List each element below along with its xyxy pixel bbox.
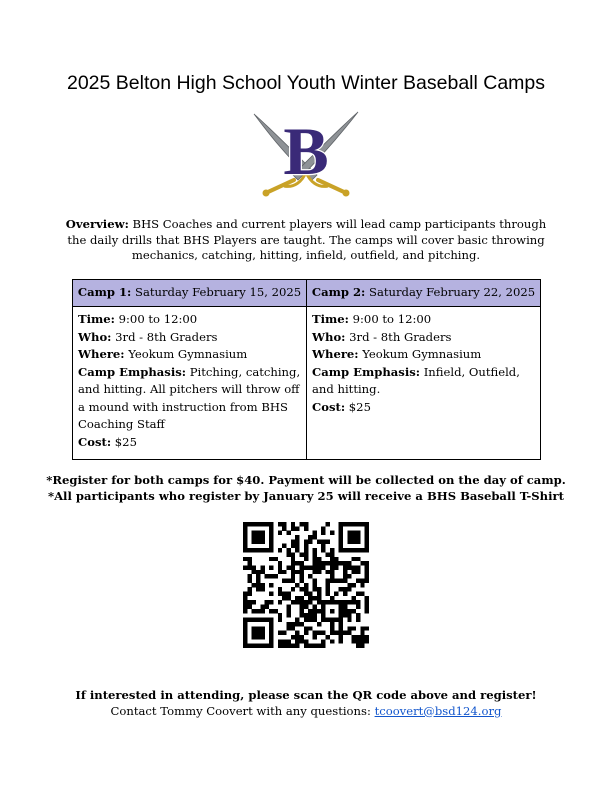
logo-letter: B [283, 113, 329, 189]
camp1-cost: Cost: $25 [78, 434, 137, 449]
camp1-emphasis: Camp Emphasis: Pitching, catching, and hitting. All pitchers will throw off a mound with instruction from BHS Coaching Staff [78, 364, 301, 431]
camp2-date: Saturday February 22, 2025 [365, 285, 536, 300]
camp2-time: Time: 9:00 to 12:00 [312, 312, 432, 326]
registration-notes [0, 473, 612, 504]
camp1-who: Who: 3rd - 8th Graders [78, 329, 218, 344]
camp2-emphasis: Camp Emphasis: Infield, Outfield, and hitting. [312, 364, 520, 396]
footer [0, 688, 612, 719]
camp1-details [73, 307, 307, 460]
page-title: 2025 Belton High School Youth Winter Baseball Camps [66, 72, 546, 94]
overview-label: Overview: [65, 217, 129, 231]
registration-qr-code[interactable] [243, 522, 369, 648]
camp2-where: Where: Yeokum Gymnasium [312, 347, 482, 361]
camp1-date: Saturday February 15, 2025 [131, 285, 302, 300]
camp1-time: Time: 9:00 to 12:00 [78, 312, 198, 326]
contact-text: Contact Tommy Coovert with any questions: [110, 703, 375, 718]
camp1-header [73, 280, 307, 307]
camp2-header [307, 280, 541, 307]
camp1-where: Where: Yeokum Gymnasium [78, 347, 248, 361]
camp2-details [307, 307, 541, 460]
overview-paragraph [60, 217, 552, 264]
email-link[interactable]: tcoovert@bsd124.org [374, 703, 502, 718]
note-line-1: *Register for both camps for $40. Payment will be collected on the day of camp. [46, 473, 566, 487]
camp1-label: Camp 1: [77, 285, 132, 300]
belton-pirates-logo [248, 108, 364, 198]
camp2-cost: Cost: $25 [312, 399, 371, 414]
camp2-who: Who: 3rd - 8th Graders [312, 329, 452, 344]
footer-cta: If interested in attending, please scan the QR code above and register! [75, 688, 537, 702]
camp2-label: Camp 2: [311, 285, 366, 300]
footer-contact [0, 704, 612, 720]
note-line-2: *All participants who register by January 25 will receive a BHS Baseball T-Shirt [48, 488, 564, 503]
camps-table [72, 279, 541, 460]
overview-text: BHS Coaches and current players will lead camp participants through the daily drills that BHS Players are taught. The camps will cover basic throwing mechanics, catching, hitting, infield, outfield, and pitching. [67, 217, 547, 262]
